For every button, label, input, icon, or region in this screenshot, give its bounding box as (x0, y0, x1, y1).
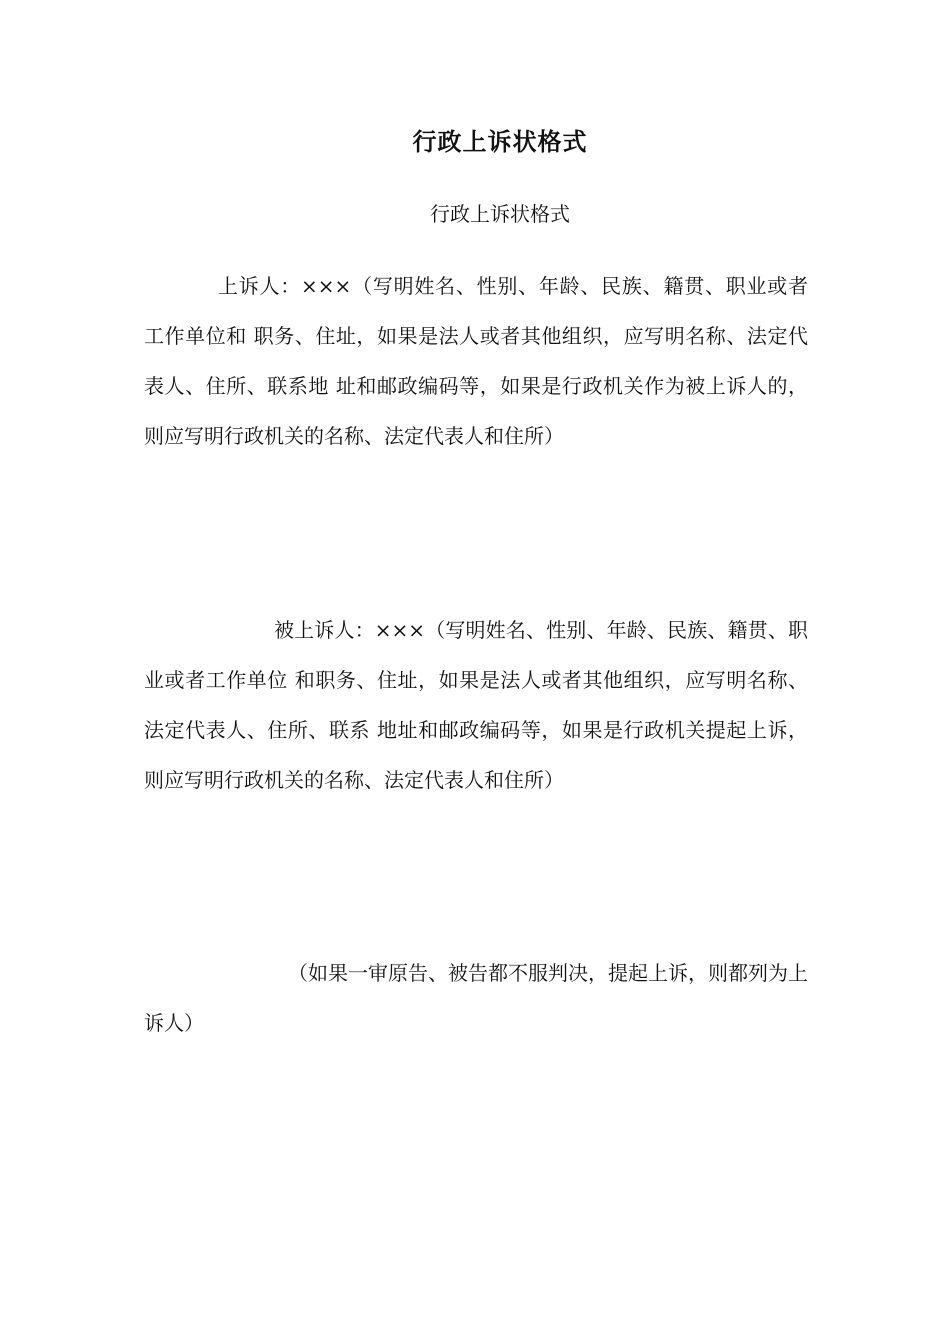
appellant-paragraph: 上诉人：×××（写明姓名、性别、年龄、民族、籍贯、职业或者工作单位和 职务、住址，如果是法人或者其他组织，应写明名称、法定代表人、住所、联系地 址和邮政编码等，如果是行政机关作为被上诉人的，则应写明行政机关的名称、法定代表人和住所） (144, 274, 808, 448)
appellee-paragraph: 被上诉人：×××（写明姓名、性别、年龄、民族、籍贯、职业或者工作单位 和职务、住址，如果是法人或者其他组织，应写明名称、法定代表人、住所、联系 地址和邮政编码等，如果是行政机关提起上诉，则应写明行政机关的名称、法定代表人和住所） (144, 618, 808, 792)
document-subtitle: 行政上诉状格式 (430, 202, 570, 226)
note-paragraph: （如果一审原告、被告都不服判决，提起上诉，则都列为上诉人） (144, 961, 808, 1035)
document-title: 行政上诉状格式 (412, 127, 588, 156)
